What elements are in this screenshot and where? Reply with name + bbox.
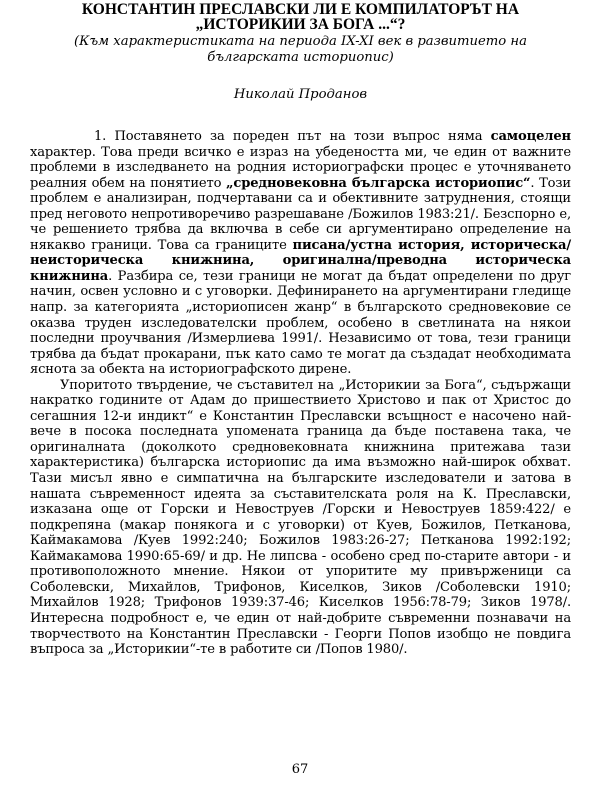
article-title-line1: КОНСТАНТИН ПРЕСЛАВСКИ ЛИ Е КОМПИЛАТОРЪТ НА (81, 1, 520, 18)
page-number: 67 (291, 762, 309, 777)
article-body (30, 129, 571, 658)
article-title (30, 0, 571, 32)
paragraph-2: Упоритото твърдение, че съставител на „Историкии за Бога“, съдържащи накратко годините от Адам до пришествието Христово и пак от Христос до сегашния 12-и индикт“ е Константин Преславски всъщност е насочено най-вече в посока последната упомената граница да бъде поставена така, че оригиналната (доколкото средновековната книжнина притежава тази характеристика) българска историопис да има възможно най-широк обхват. Тази мисъл явно е симпатична на българските изследователи и затова в нашата съвременност идеята за съставителската роля на К. Преславски, изказана още от Горски и Невоструев /Горски и Невоструев 1859:422/ е подкрепяна (макар понякога и с уговорки) от Куев, Божилов, Петканова, Каймакамова /Куев 1992:240; Божилов 1983:26-27; Петканова 1992:192; Каймакамова 1990:65-69/ и др. Не липсва - особено сред по-старите автори - и противоположното мнение. Някои от упоритите му привърженици са Соболевски, Михайлов, Трифонов, Киселков, Зиков /Соболевски 1910; Михайлов 1928; Трифонов 1939:37-46; Киселков 1956:78-79; Зиков 1978/. Интересна подробност е, че един от най-добрите съвременни познавачи на творчеството на Константин Преславски - Георги Попов изобщо не повдига въпроса за „Историкии“-те в работите си /Попов 1980/. (30, 377, 571, 658)
article-subtitle (30, 34, 571, 66)
article-title-line2: „ИСТОРИКИИ ЗА БОГА ...“? (195, 16, 406, 33)
paragraph-1-text-c: . Този проблем е анализиран, подчертавани са и обективните затруднения, стоящи пред неговото непротиворечиво разрешаване /Божилов 1983:21/. Безспорно е, че решението трябва да включва в себе си аргументирано определение на някакво граници. Това са границите (30, 175, 571, 253)
paragraph-1-bold-a: самоцелен (490, 129, 571, 144)
article-subtitle-line1: (Към характеристиката на периода IX-XI век в развитието на (74, 34, 527, 49)
article-subtitle-line2: българската историопис) (207, 50, 394, 65)
paragraph-1-text-b: характер. Това преди всичко е израз на убедеността ми, че един от важните проблеми в изследването на родния историографски процес е уточняването реалния обем на понятието (30, 144, 571, 191)
author-name: Николай Проданов (233, 87, 368, 102)
paragraph-1-bold-c: писана/устна история, историческа/неисторическа книжнина, оригинална/преводна историческа книжнина (30, 237, 571, 284)
paragraph-1-text-d: . Разбира се, тези граници не могат да бъдат определени по друг начин, освен условно и с уговорки. Дефинирането на аргументирани гледище напр. за категорията „историописен жанр“ в българското средновековие се оказва труден изследователски проблем, особено в светлината на някои последни проучвания /Измерлиева 1991/. Независимо от това, тези граници трябва да бъдат прокарани, пък като само те могат да създадат необходимата яснота за обекта на историографското дирене. (30, 268, 571, 378)
paragraph-1-bold-b: „средновековна българска историопис“ (226, 175, 531, 191)
paragraph-1 (30, 129, 571, 378)
paragraph-1-text-a: 1. Поставянето за пореден път на този въпрос няма (94, 129, 491, 144)
